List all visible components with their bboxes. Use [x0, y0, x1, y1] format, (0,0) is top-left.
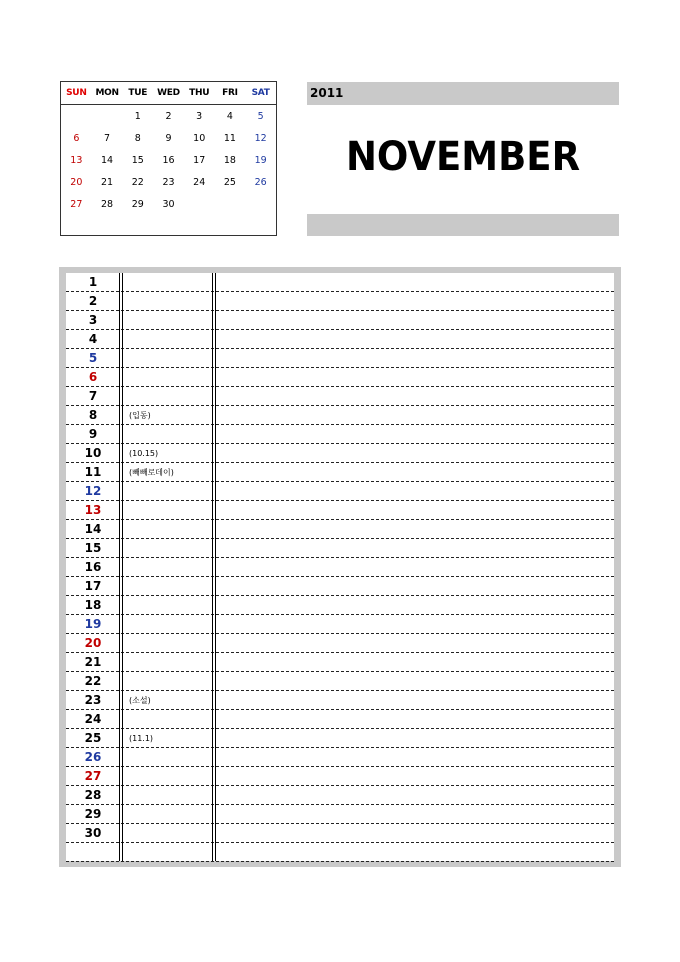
mini-calendar-day: 9	[165, 133, 172, 144]
weekday-tue: TUE	[128, 88, 148, 98]
planner-day-note: (11.1)	[129, 734, 154, 743]
mini-calendar-day: 29	[131, 199, 144, 210]
mini-calendar-day	[245, 194, 276, 216]
planner-day-number: 21	[84, 655, 102, 669]
planner-row	[66, 577, 614, 596]
planner-day-number: 2	[88, 294, 98, 308]
planner-day-number: 14	[84, 522, 102, 536]
planner-row	[66, 482, 614, 501]
planner-day-number: 1	[88, 275, 98, 289]
mini-calendar-day: 11	[223, 133, 236, 144]
planner-row	[66, 710, 614, 729]
planner-row	[66, 520, 614, 539]
planner-day-number: 16	[84, 560, 102, 574]
planner-row	[66, 748, 614, 767]
planner-day-note: (소설)	[129, 696, 151, 705]
planner-row	[66, 843, 614, 862]
mini-calendar-day: 26	[254, 177, 267, 188]
planner-day-number: 5	[88, 351, 98, 365]
year-label: 2011	[310, 86, 344, 100]
planner-row	[66, 729, 614, 748]
mini-calendar-day: 28	[101, 199, 114, 210]
mini-calendar-day: 24	[193, 177, 206, 188]
mini-calendar-day: 19	[254, 155, 267, 166]
planner-day-number: 13	[84, 503, 102, 517]
daily-planner	[59, 267, 621, 867]
planner-sheet	[66, 273, 614, 861]
mini-calendar-day	[92, 106, 123, 128]
planner-row	[66, 292, 614, 311]
planner-day-number: 8	[88, 408, 98, 422]
mini-calendar-day: 5	[257, 111, 264, 122]
title-bottom-bar	[307, 214, 619, 236]
planner-day-number: 9	[88, 427, 98, 441]
planner-day-number: 30	[84, 826, 102, 840]
planner-day-number: 15	[84, 541, 102, 555]
planner-day-number: 6	[88, 370, 98, 384]
mini-calendar-day: 15	[131, 155, 144, 166]
planner-day-number: 22	[84, 674, 102, 688]
weekday-mon: MON	[95, 88, 119, 98]
planner-row	[66, 387, 614, 406]
planner-day-number: 4	[88, 332, 98, 346]
planner-row	[66, 425, 614, 444]
planner-row	[66, 767, 614, 786]
mini-calendar-day: 14	[101, 155, 114, 166]
planner-row	[66, 691, 614, 710]
planner-day-number: 20	[84, 636, 102, 650]
weekday-sat: SAT	[251, 88, 270, 98]
column-divider	[119, 273, 120, 861]
mini-calendar-day: 22	[131, 177, 144, 188]
planner-row	[66, 349, 614, 368]
planner-row	[66, 824, 614, 843]
mini-calendar	[60, 81, 277, 236]
mini-calendar-day	[215, 194, 246, 216]
mini-calendar-day: 4	[226, 111, 233, 122]
planner-day-number: 3	[88, 313, 98, 327]
planner-day-number: 26	[84, 750, 102, 764]
mini-calendar-day: 8	[134, 133, 141, 144]
planner-row	[66, 273, 614, 292]
mini-calendar-weekday-header	[61, 82, 276, 105]
mini-calendar-grid	[61, 105, 276, 216]
column-divider	[122, 273, 123, 861]
mini-calendar-day: 18	[223, 155, 236, 166]
mini-calendar-day: 3	[196, 111, 203, 122]
planner-day-note: (빼빼로데이)	[129, 468, 174, 477]
planner-day-number: 25	[84, 731, 102, 745]
planner-row	[66, 558, 614, 577]
planner-day-number: 17	[84, 579, 102, 593]
planner-row	[66, 444, 614, 463]
planner-row	[66, 672, 614, 691]
planner-day-number: 28	[84, 788, 102, 802]
planner-day-note: (입동)	[129, 411, 151, 420]
planner-row	[66, 634, 614, 653]
planner-day-number: 19	[84, 617, 102, 631]
planner-day-number: 11	[84, 465, 102, 479]
mini-calendar-day: 13	[70, 155, 83, 166]
weekday-sun: SUN	[66, 88, 87, 98]
weekday-wed: WED	[157, 88, 180, 98]
planner-day-number: 7	[88, 389, 98, 403]
planner-row	[66, 368, 614, 387]
mini-calendar-day: 12	[254, 133, 267, 144]
mini-calendar-day: 2	[165, 111, 172, 122]
planner-row	[66, 501, 614, 520]
planner-row	[66, 463, 614, 482]
mini-calendar-day: 6	[73, 133, 80, 144]
planner-day-note: (10.15)	[129, 449, 159, 458]
planner-day-number: 12	[84, 484, 102, 498]
planner-day-number: 23	[84, 693, 102, 707]
mini-calendar-day: 25	[223, 177, 236, 188]
mini-calendar-day: 17	[193, 155, 206, 166]
planner-day-number: 24	[84, 712, 102, 726]
planner-row	[66, 786, 614, 805]
planner-row	[66, 406, 614, 425]
planner-row	[66, 653, 614, 672]
mini-calendar-day: 20	[70, 177, 83, 188]
mini-calendar-day: 21	[101, 177, 114, 188]
planner-row	[66, 615, 614, 634]
planner-row	[66, 311, 614, 330]
mini-calendar-day: 1	[134, 111, 141, 122]
mini-calendar-day: 7	[104, 133, 111, 144]
planner-row	[66, 330, 614, 349]
year-bar	[307, 82, 619, 105]
mini-calendar-day: 16	[162, 155, 175, 166]
planner-row	[66, 596, 614, 615]
mini-calendar-day: 10	[193, 133, 206, 144]
planner-day-number: 29	[84, 807, 102, 821]
planner-row	[66, 805, 614, 824]
mini-calendar-day: 30	[162, 199, 175, 210]
mini-calendar-day	[61, 106, 92, 128]
month-title: NOVEMBER	[345, 133, 581, 180]
mini-calendar-day: 23	[162, 177, 175, 188]
mini-calendar-day: 27	[70, 199, 83, 210]
mini-calendar-day	[184, 194, 215, 216]
planner-day-number: 18	[84, 598, 102, 612]
planner-day-number: 10	[84, 446, 102, 460]
planner-row	[66, 539, 614, 558]
column-divider	[212, 273, 213, 861]
column-divider	[215, 273, 216, 861]
planner-day-number: 27	[84, 769, 102, 783]
weekday-fri: FRI	[222, 88, 238, 98]
weekday-thu: THU	[189, 88, 210, 98]
